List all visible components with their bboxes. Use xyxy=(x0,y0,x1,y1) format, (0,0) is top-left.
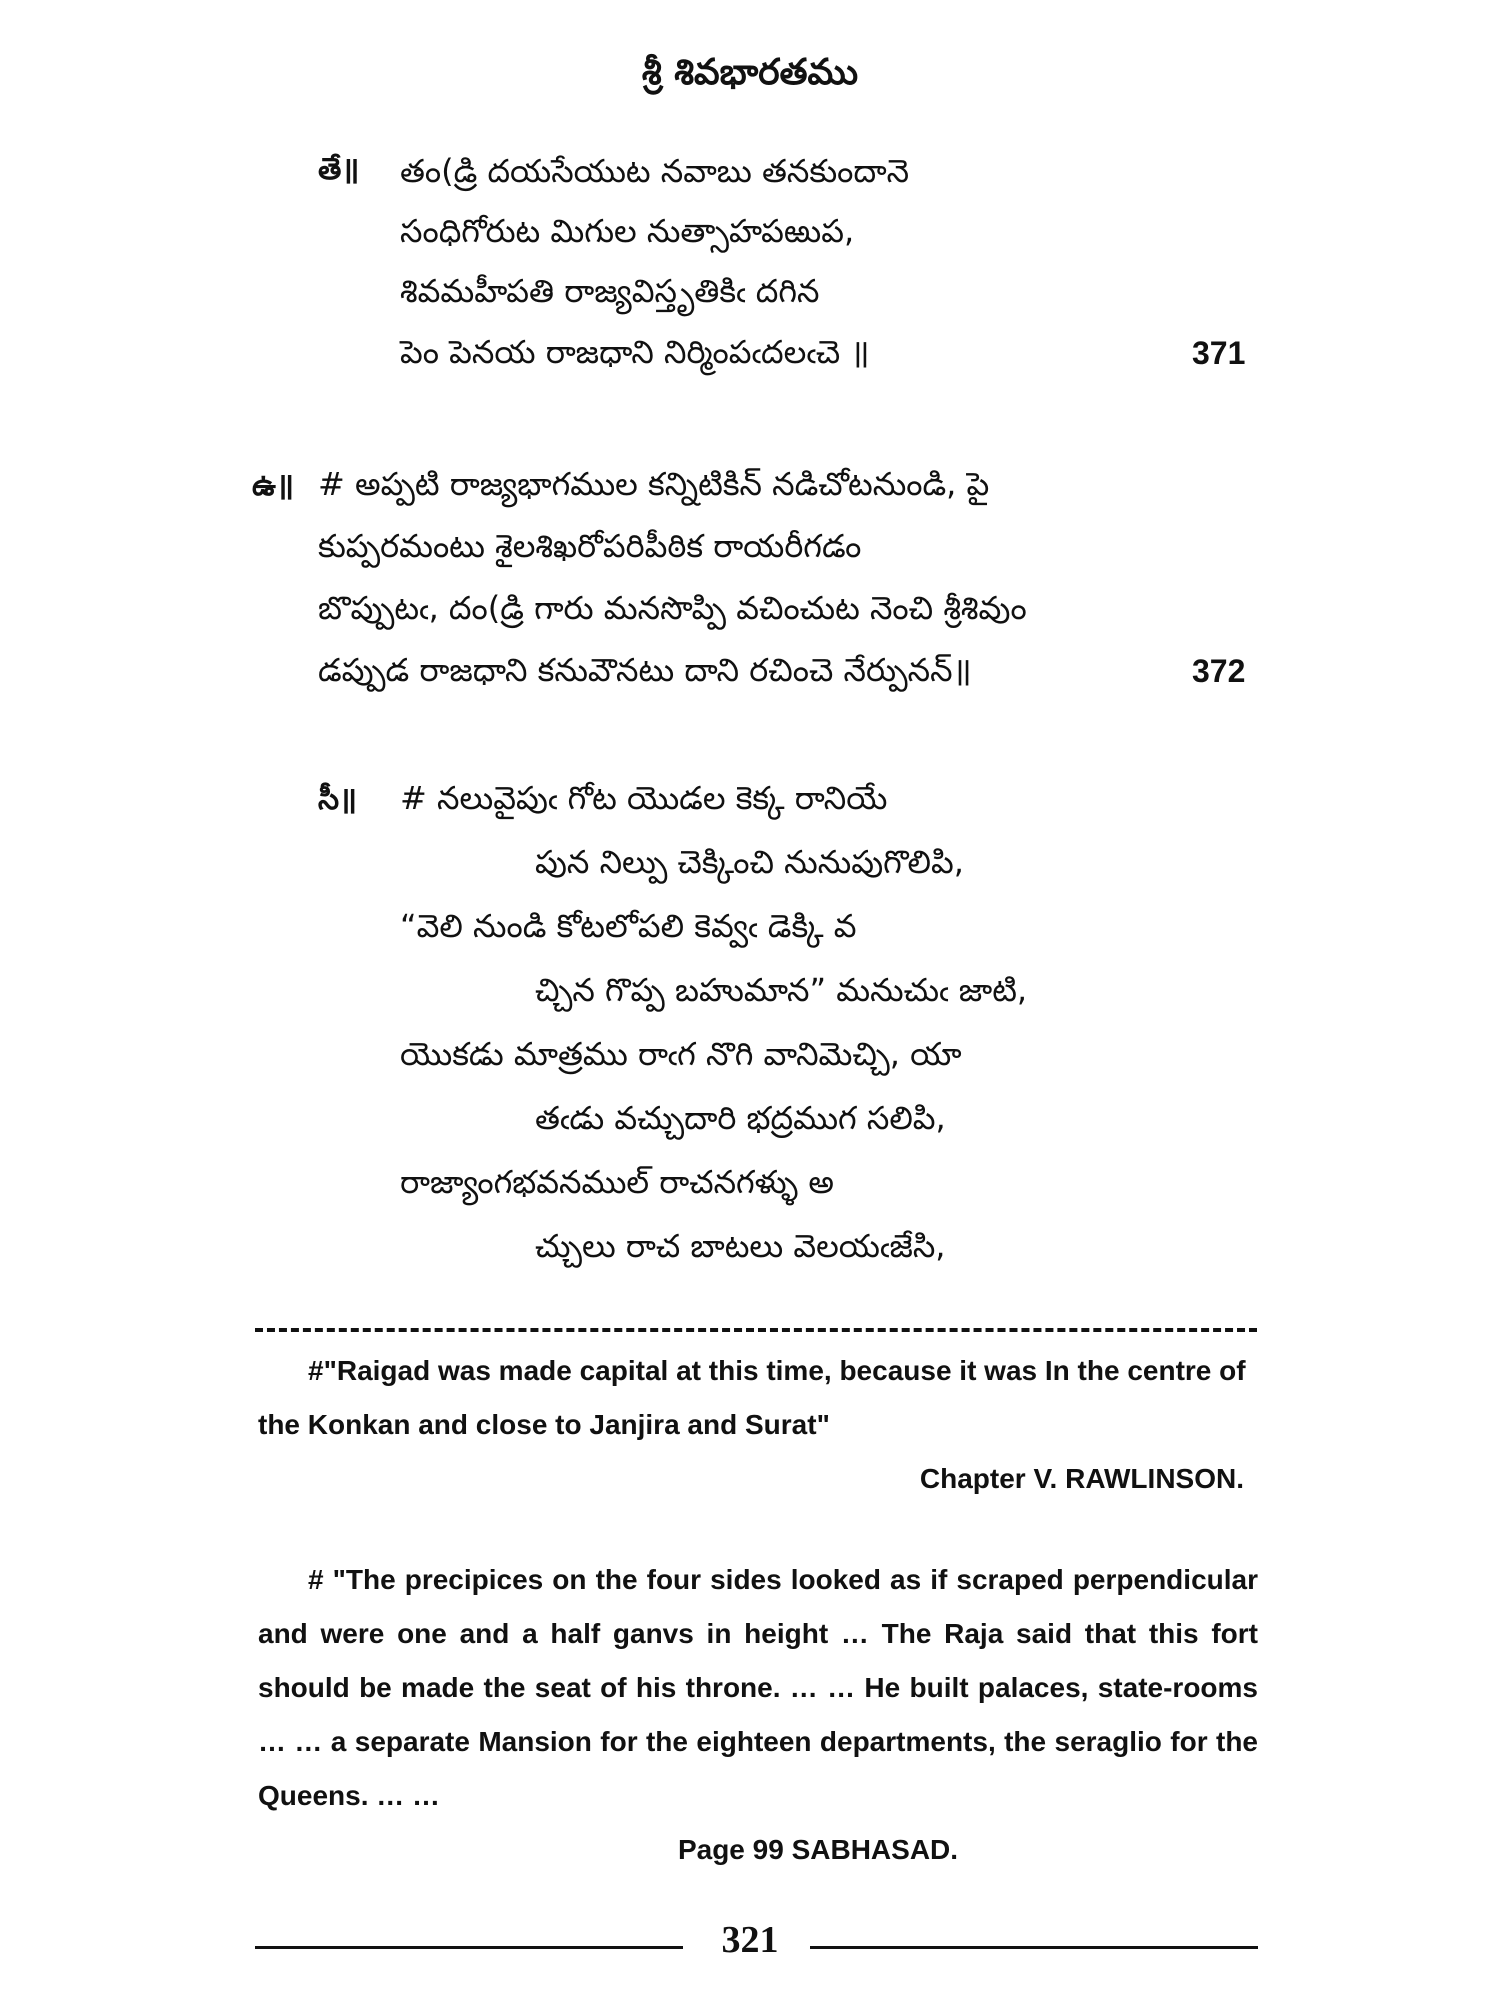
footnote-citation: Chapter V. RAWLINSON. xyxy=(919,1463,1244,1494)
footnote-citation: Page 99 SABHASAD. xyxy=(677,1834,959,1865)
verse-number: 372 xyxy=(1192,653,1246,689)
running-header-title: శ్రీ శివభారతము xyxy=(641,52,859,93)
verse-meter-marker: సీ॥ xyxy=(318,782,358,817)
verse-line: యొకడు మాత్రము రాఁగ నొగి వానిమెచ్చి, యా xyxy=(400,1035,962,1073)
verse-number: 371 xyxy=(1192,335,1246,371)
verse-line: తం(డ్రి దయసేయుట నవాబు తనకుందానె xyxy=(400,152,910,190)
verse-line-indented: చ్చిన గొప్ప బహుమాన” మనుచుఁ జాటి, xyxy=(535,971,1028,1009)
verse-line-indented: తఁడు వచ్చుదారి భద్రముగ సలిపి, xyxy=(535,1099,946,1137)
page-number: 321 xyxy=(721,1919,779,1961)
verse-line: కుప్పరమంటు శైలశిఖరోపరిపీఠిక రాయరీగడం xyxy=(318,527,862,565)
verse-line: సంధిగోరుట మిగుల నుత్సాహపఱుప, xyxy=(400,212,855,250)
verse-line: “వెలి నుండి కోటలోపలి కెవ్వఁ డెక్కి వ xyxy=(400,907,857,945)
verse-line: బొప్పుటఁ, దం(డ్రి గారు మనసొప్పి వచించుట నెంచి శ్రీశివుం xyxy=(318,589,1027,627)
verse-meter-marker: తే॥ xyxy=(318,152,360,187)
footnote-text: # "The precipices on the four sides looked as if scraped perpendicular and were one and a half ganvs in height … The Raja said that this fort should be made the seat of his throne. … … He built palaces, state-rooms … … a separate Mansion for the eighteen departments, the seraglio for the Queens. … … xyxy=(258,1564,1258,1811)
verse-meter-marker: ఉ॥ xyxy=(252,468,294,503)
footnote-text: #"Raigad was made capital at this time, because it was In the centre of the Konkan and close to Janjira and Surat" xyxy=(258,1355,1246,1440)
verse-line: # నలువైపుఁ గోట యొడల కెక్క రానియే xyxy=(400,779,888,817)
footnote-separator xyxy=(255,1328,1257,1332)
verse-line-indented: చ్చులు రాచ బాటలు వెలయఁజేసి, xyxy=(535,1227,946,1265)
verse-line: శివమహీపతి రాజ్యవిస్తృతికిఁ దగిన xyxy=(400,272,820,310)
footnote-1 xyxy=(258,1344,1258,1506)
verse-line: పెం పెనయ రాజధాని నిర్మింపఁదలఁచె ॥ xyxy=(400,333,870,371)
verse-line: రాజ్యాంగభవనముల్ రాచనగళ్ళు అ xyxy=(400,1163,834,1201)
verse-line: # అప్పటి రాజ్యభాగముల కన్నిటికిన్ నడిచోటనుండి, పై xyxy=(318,465,990,503)
verse-line: డప్పుడ రాజధాని కనువౌనటు దాని రచించె నేర్పునన్॥ xyxy=(318,651,972,689)
verse-line-indented: పున నిల్పు చెక్కించి నునుపుగొలిపి, xyxy=(535,843,964,881)
footnote-2 xyxy=(258,1553,1258,1877)
